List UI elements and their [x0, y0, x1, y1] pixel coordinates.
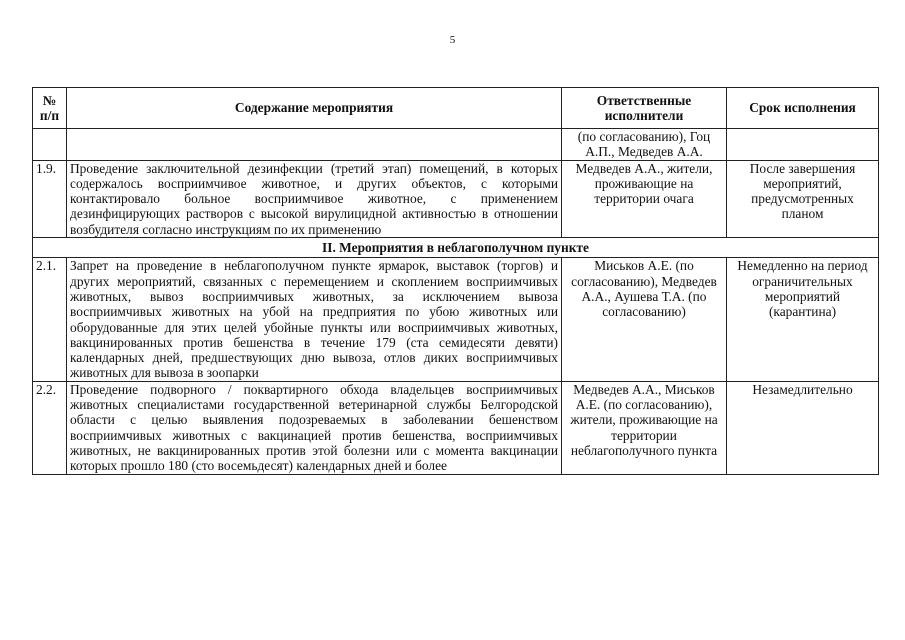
row-responsible: (по согласованию), Гоц А.П., Медведев А.А. — [562, 129, 727, 161]
row-deadline — [727, 129, 879, 161]
measures-table — [32, 87, 879, 475]
row-num — [33, 129, 67, 161]
row-num: 2.2. — [33, 381, 67, 474]
section-row — [33, 238, 879, 258]
row-responsible: Миськов А.Е. (по согласованию), Медведев А.А., Аушева Т.А. (по согласованию) — [562, 258, 727, 381]
row-num: 1.9. — [33, 160, 67, 237]
row-responsible: Медведев А.А., жители, проживающие на территории очага — [562, 160, 727, 237]
row-content: Проведение заключительной дезинфекции (третий этап) помещений, в которых содержалось восприимчивое животное, и других объектов, с которыми контактировало больное восприимчивое животное, с применением дезинфицирующих растворов с высокой вирулицидной активностью в отношении возбудителя согласно инструкциям по их применению — [67, 160, 562, 237]
header-num: № п/п — [33, 88, 67, 129]
row-content: Проведение подворного / поквартирного обхода владельцев восприимчивых животных специалистами государственной ветеринарной службы Белгородской области с целью выявления подозреваемых в заболевании бешенством восприимчивых животных с вакцинацией против бешенства, восприимчивых животных, не вакцинированных против этой болезни или с момента вакцинации которых прошло 180 (сто восемьдесят) календарных дней и более — [67, 381, 562, 474]
header-deadline: Срок исполнения — [727, 88, 879, 129]
row-deadline: Немедленно на период ограничительных мероприятий (карантина) — [727, 258, 879, 381]
table-row — [33, 160, 879, 237]
table-row — [33, 129, 879, 161]
row-deadline: Незамедлительно — [727, 381, 879, 474]
page-number: 5 — [449, 34, 456, 46]
row-content: Запрет на проведение в неблагополучном пункте ярмарок, выставок (торгов) и других мероприятий, связанных с перемещением и скоплением восприимчивых животных, вывоз восприимчивых животных, за исключением вывоза восприимчивых животных на убой на предприятия по убою животных или оборудованные для этих целей убойные пункты или восприимчивых животных, вакцинированных против бешенства в течение 179 (ста семидесяти девяти) календарных дней, предшествующих дню вывоза, отлов диких восприимчивых животных для вывоза в зоопарки — [67, 258, 562, 381]
header-responsible: Ответственные исполнители — [562, 88, 727, 129]
row-num: 2.1. — [33, 258, 67, 381]
table-header-row — [33, 88, 879, 129]
row-deadline: После завершения мероприятий, предусмотренных планом — [727, 160, 879, 237]
row-responsible: Медведев А.А., Миськов А.Е. (по согласованию), жители, проживающие на территории неблагополучного пункта — [562, 381, 727, 474]
table-row — [33, 258, 879, 381]
row-content — [67, 129, 562, 161]
table-row — [33, 381, 879, 474]
section-title: II. Мероприятия в неблагополучном пункте — [33, 238, 879, 258]
header-content: Содержание мероприятия — [67, 88, 562, 129]
